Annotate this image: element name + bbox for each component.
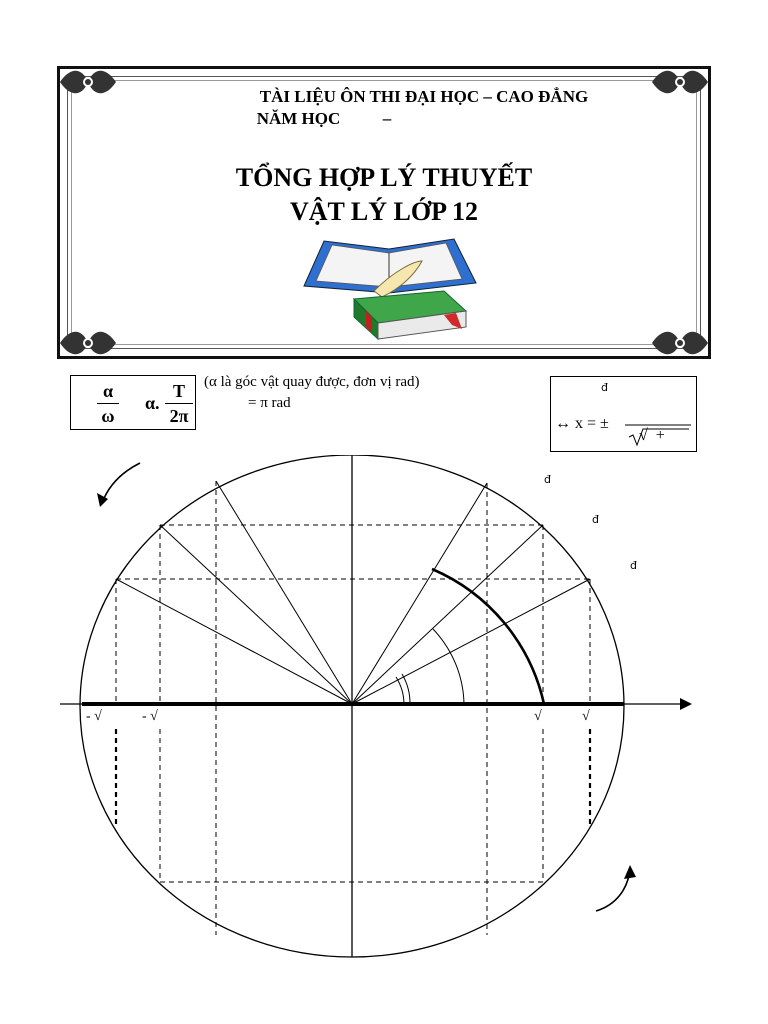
cover-title-grade: VẬT LÝ LỚP 12 <box>289 197 479 226</box>
fraction-denominator: ω <box>101 406 115 426</box>
corner-ornament-icon <box>648 326 712 360</box>
rotation-arrow-icon <box>102 463 630 911</box>
axis-label-neg-inner: - √ <box>142 709 158 724</box>
side-d-label: đ <box>544 473 551 486</box>
fraction-denominator: 2π <box>169 406 189 426</box>
cover-title: TỔNG HỢP LÝ THUYẾT <box>235 163 533 192</box>
cover-frame <box>57 66 711 359</box>
x-axis-arrow-icon <box>680 698 692 710</box>
cover-subtitle: TÀI LIỆU ÔN THI ĐẠI HỌC – CAO ĐẲNG <box>259 87 589 106</box>
angle-arcs <box>396 569 544 704</box>
angle-formula-box <box>70 375 196 430</box>
axis-label-pos-outer: √ <box>582 709 590 724</box>
books-illustration-icon <box>294 231 484 341</box>
side-d-label: đ <box>592 513 599 526</box>
fraction-numerator: T <box>172 381 185 401</box>
cover-school-year: NĂM HỌC – <box>256 109 392 128</box>
sqrt-expression: √ + <box>639 427 665 444</box>
position-equation: ↔ x = ± <box>555 415 609 432</box>
axis-label-pos-inner: √ <box>534 709 542 724</box>
alpha-multiplier: α. <box>145 393 160 413</box>
position-formula-box <box>550 376 697 452</box>
radius-lines <box>116 481 590 704</box>
unit-circle-svg <box>0 455 768 1024</box>
axis-label-neg-outer: - √ <box>86 709 102 724</box>
corner-ornament-icon <box>56 326 120 360</box>
fraction-bar <box>97 403 119 404</box>
side-d-label: đ <box>630 559 637 572</box>
alpha-over-omega-fraction <box>97 380 119 427</box>
dashed-guides <box>116 481 590 935</box>
angle-note-pi: = π rad <box>248 395 291 411</box>
arrowhead-icon <box>624 865 636 879</box>
angle-note: (α là góc vật quay được, đơn vị rad) <box>204 374 420 390</box>
dashed-guides-bold <box>116 729 590 825</box>
formula-d-label: đ <box>601 381 608 394</box>
unit-circle-diagram <box>0 455 768 1024</box>
fraction-numerator: α <box>102 381 114 401</box>
t-over-2pi-fraction <box>165 380 193 427</box>
fraction-bar <box>165 403 193 404</box>
